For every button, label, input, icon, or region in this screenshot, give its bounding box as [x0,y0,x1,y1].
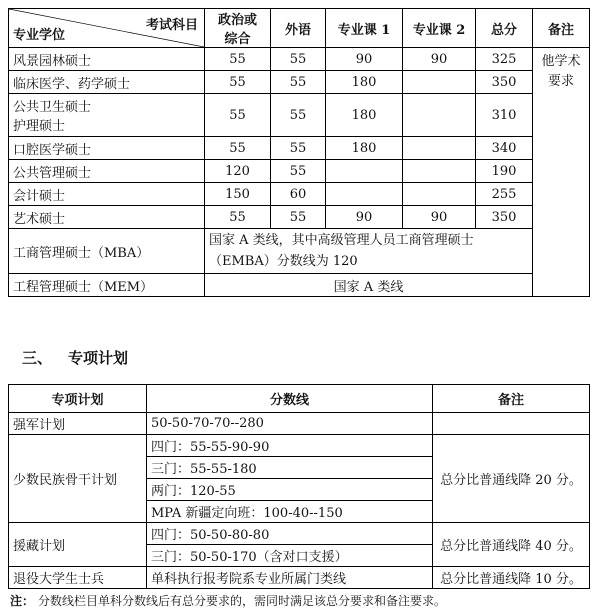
row-name: 会计硕士 [9,183,205,206]
score-line: 三门：55-55-180 [147,457,433,479]
cell: 190 [476,160,533,183]
cell [403,160,476,183]
table-row [9,48,590,71]
table-row [9,160,590,183]
plan-name: 强军计划 [9,413,147,435]
plan-note: 总分比普通线降 20 分。 [433,435,590,523]
section-number: 三、 [22,349,53,367]
cell: 55 [271,94,326,137]
cell: 55 [205,48,271,71]
cell [326,183,403,206]
mem-score-text: 国家 A 类线 [205,274,533,297]
cell: 55 [271,48,326,71]
col-header-plan: 专项计划 [9,385,147,413]
cell: 90 [403,48,476,71]
col-header-line: 综合 [224,32,251,47]
col-header-score: 分数线 [147,385,433,413]
cell: 120 [205,160,271,183]
table-row [9,567,590,589]
row-name-line: 公共卫生硕士 [13,100,92,115]
cell: 55 [205,137,271,160]
row-name: 风景园林硕士 [9,48,205,71]
col-header-major1: 专业课 1 [326,9,403,48]
cell: 90 [326,206,403,229]
row-name: 工商管理硕士（MBA） [9,229,205,274]
footnote-text: 分数线栏目单科分数线后有总分要求的，需同时满足该总分要求和备注要求。 [38,594,447,608]
cell [403,94,476,137]
plan-name: 退役大学生士兵 [9,567,147,589]
section-heading [22,347,144,368]
cell: 55 [205,206,271,229]
plan-name: 少数民族骨干计划 [9,435,147,523]
cell: 180 [326,137,403,160]
notes-cell [533,48,590,297]
table-row [9,274,590,297]
cell: 255 [476,183,533,206]
footnote [10,592,446,609]
row-name: 口腔医学硕士 [9,137,205,160]
diagonal-header-cell [9,9,205,48]
cell: 350 [476,206,533,229]
note-line: 他学术 [541,54,581,69]
row-name [9,94,205,137]
mba-line: 国家 A 类线，其中高级管理人员工商管理硕士 [209,233,474,248]
mba-line: （EMBA）分数线为 120 [209,254,358,269]
cell: 90 [403,206,476,229]
special-plan-table [8,384,590,589]
table-row [9,137,590,160]
score-line: MPA 新疆定向班：100-40--150 [147,501,433,523]
cell: 55 [271,137,326,160]
score-line: 两门：120-55 [147,479,433,501]
plan-note: 总分比普通线降 40 分。 [433,523,590,567]
col-header-notes: 备注 [433,385,590,413]
col-header-politics [205,9,271,48]
col-header-major2: 专业课 2 [403,9,476,48]
score-line: 四门：55-55-90-90 [147,435,433,457]
row-name: 艺术硕士 [9,206,205,229]
table-row [9,206,590,229]
diag-top-label: 考试科目 [145,18,198,33]
mba-score-text [205,229,533,274]
cell: 340 [476,137,533,160]
cell: 55 [271,71,326,94]
col-header-line: 政治或 [217,13,257,28]
table-row [9,183,590,206]
cell: 180 [326,94,403,137]
cell: 325 [476,48,533,71]
row-name: 公共管理硕士 [9,160,205,183]
cell [403,137,476,160]
col-header-total: 总分 [476,9,533,48]
note-empty [433,413,590,435]
cell: 55 [205,94,271,137]
cell [403,71,476,94]
score-line: 50-50-70-70--280 [147,413,433,435]
plan-note: 总分比普通线降 10 分。 [433,567,590,589]
cell: 55 [271,160,326,183]
row-name: 临床医学、药学硕士 [9,71,205,94]
cell [403,183,476,206]
section-title: 专项计划 [68,349,129,367]
cell: 350 [476,71,533,94]
score-line: 四门：50-50-80-80 [147,523,433,545]
cell: 310 [476,94,533,137]
score-table [8,8,590,297]
col-header-notes: 备注 [533,9,590,48]
cell: 90 [326,48,403,71]
plan-name: 援藏计划 [9,523,147,567]
cell: 60 [271,183,326,206]
cell: 180 [326,71,403,94]
cell [326,160,403,183]
score-line: 三门：50-50-170（含对口支援） [147,545,433,567]
diag-bottom-label: 专业学位 [13,28,66,43]
row-name: 工程管理硕士（MEM） [9,274,205,297]
table-row [9,229,590,274]
table-row [9,413,590,435]
table-row [9,435,590,457]
table-row [9,94,590,137]
row-name-line: 护理硕士 [13,119,66,134]
cell: 55 [205,71,271,94]
cell: 55 [271,206,326,229]
footnote-label: 注： [10,594,35,608]
table-row [9,71,590,94]
table-row [9,523,590,545]
note-line: 要求 [547,74,574,89]
cell: 150 [205,183,271,206]
col-header-language: 外语 [271,9,326,48]
score-line: 单科执行报考院系专业所属门类线 [147,567,433,589]
